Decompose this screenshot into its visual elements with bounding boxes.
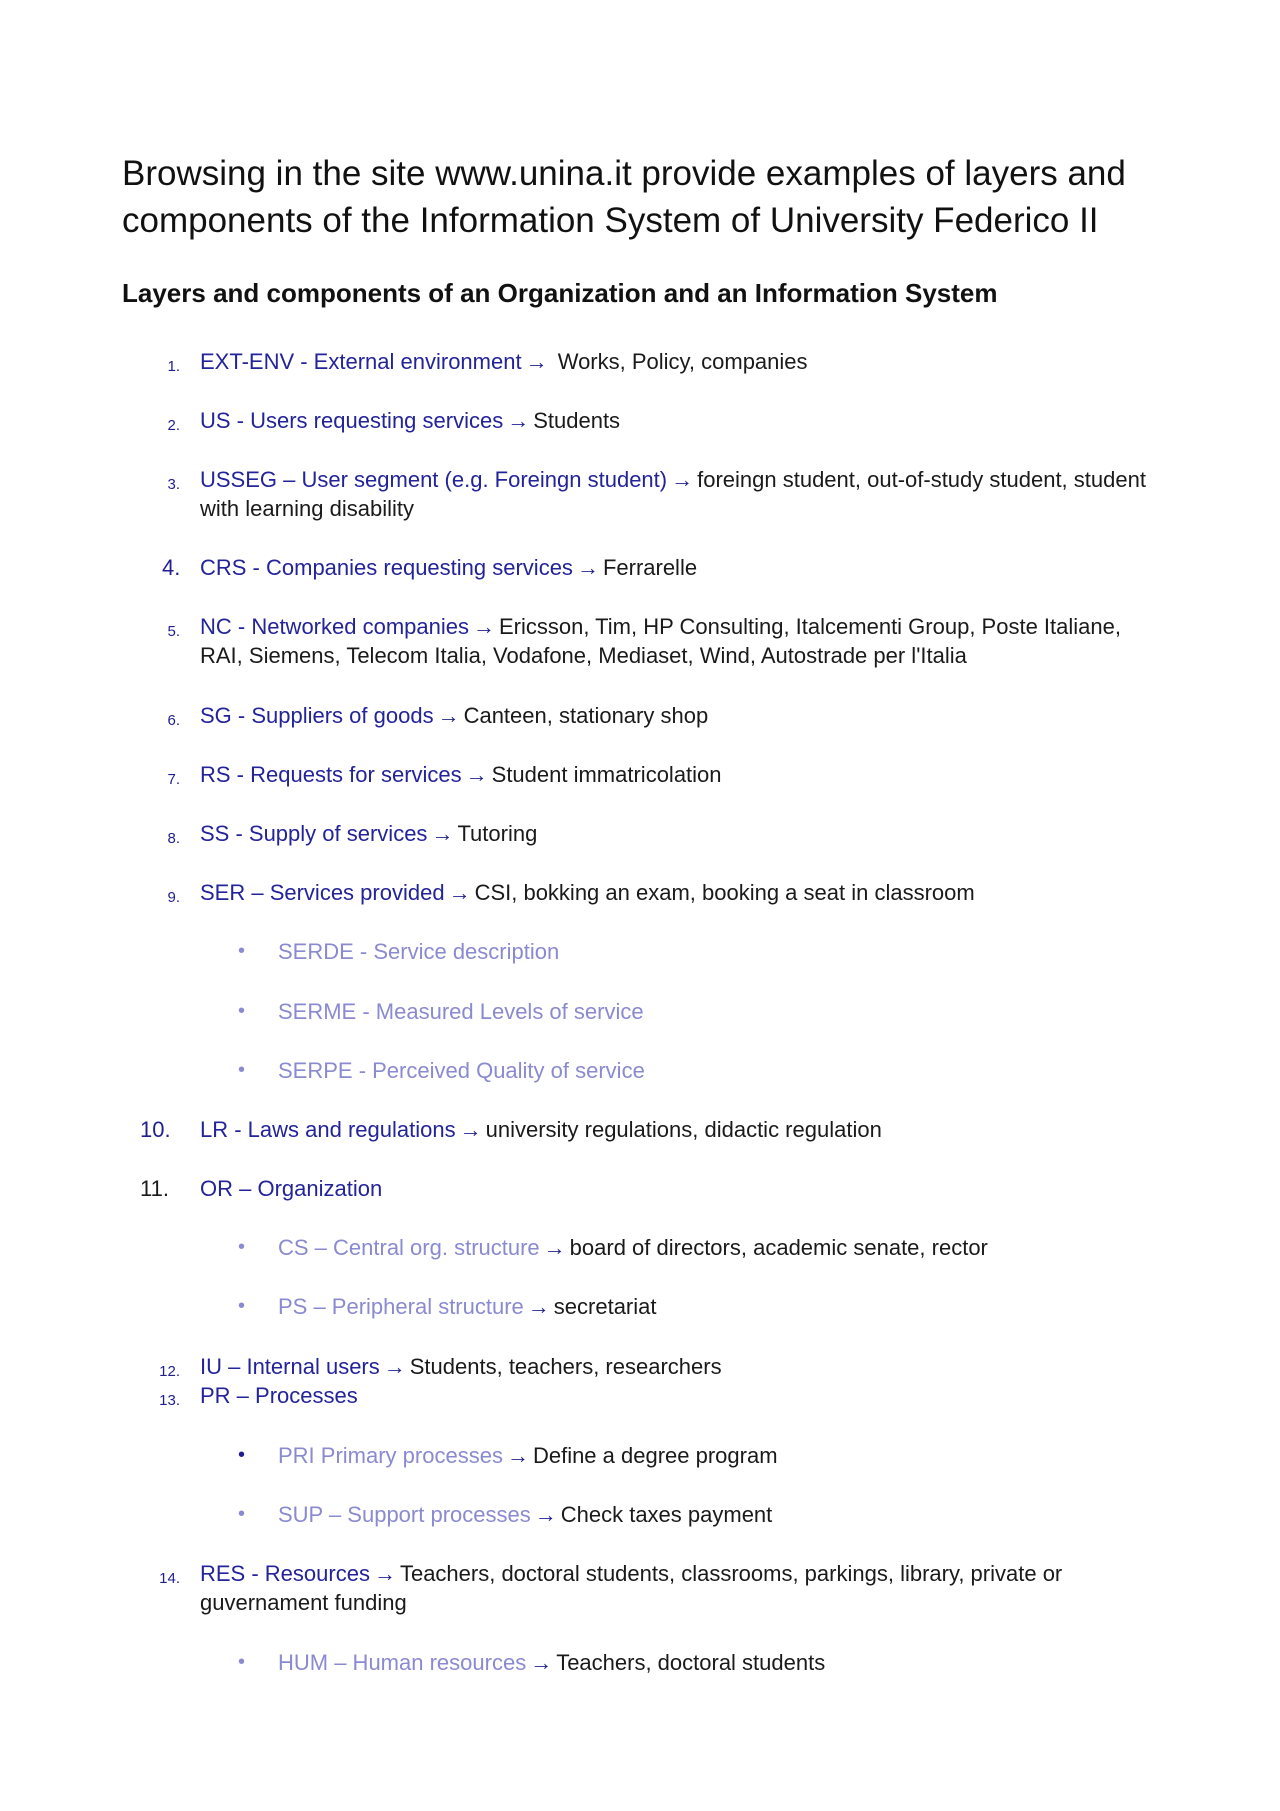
item-label: EXT-ENV - External environment [200, 349, 522, 374]
arrow-icon: → [507, 408, 530, 433]
item-value: CSI, bokking an exam, booking a seat in classroom [474, 880, 975, 905]
list-number: 5. [167, 623, 180, 640]
item-value: Student immatricolation [491, 762, 722, 787]
list-number: 6. [167, 712, 180, 729]
item-value: Students, teachers, researchers [409, 1354, 722, 1379]
list-number: 4. [162, 555, 181, 580]
item-value: Ferrarelle [602, 555, 698, 580]
list-number: 3. [167, 476, 180, 493]
arrow-icon: → [437, 703, 460, 728]
sub-item-label: PRI Primary processes [278, 1443, 503, 1468]
bullet-icon: • [238, 1651, 246, 1673]
item-value: Teachers, doctoral students, classrooms, parkings, library, private or guvernament funding [200, 1561, 1063, 1615]
item-value: Students [533, 408, 621, 433]
arrow-icon: → [543, 1235, 566, 1260]
arrow-icon: → [448, 880, 471, 905]
item-value: foreingn student, out-of-study student, student with learning disability [200, 467, 1146, 521]
arrow-icon: → [534, 1502, 557, 1527]
page-title: Browsing in the site www.unina.it provide examples of layers and components of the Information System of University Federico II [122, 154, 1126, 240]
arrow-icon: → [527, 1294, 550, 1319]
list-number: 10. [140, 1117, 171, 1142]
item-label: SS - Supply of services [200, 821, 428, 846]
arrow-icon: → [459, 1117, 482, 1142]
bullet-icon: • [238, 1000, 246, 1022]
arrow-icon: → [472, 614, 495, 639]
list-number: 9. [167, 889, 180, 906]
sub-item-value: board of directors, academic senate, rector [569, 1235, 988, 1260]
sub-item-label: SUP – Support processes [278, 1502, 531, 1527]
item-label: RES - Resources [200, 1561, 370, 1586]
sub-item-label: PS – Peripheral structure [278, 1294, 524, 1319]
bullet-icon: • [238, 1059, 246, 1081]
sub-item-value: Check taxes payment [560, 1502, 773, 1527]
bullet-icon: • [238, 1503, 246, 1525]
arrow-icon: → [671, 467, 694, 492]
list-number: 12. [159, 1363, 180, 1380]
sub-item-label: HUM – Human resources [278, 1650, 527, 1675]
bullet-icon: • [238, 1444, 246, 1466]
arrow-icon: → [576, 555, 599, 580]
item-value: Ericsson, Tim, HP Consulting, Italcementi Group, Poste Italiane, RAI, Siemens, Telecom Italia, Vodafone, Mediaset, Wind, Autostrade per l'Italia [200, 614, 1121, 668]
item-label: RS - Requests for services [200, 762, 462, 787]
arrow-icon: → [465, 762, 488, 787]
list-number: 14. [159, 1570, 180, 1587]
arrow-icon: → [525, 349, 548, 374]
sub-item-label: SERME - Measured Levels of service [278, 999, 644, 1024]
sub-item-label: SERPE - Perceived Quality of service [278, 1058, 645, 1083]
item-label: NC - Networked companies [200, 614, 469, 639]
item-value: university regulations, didactic regulation [485, 1117, 882, 1142]
item-value: Canteen, stationary shop [463, 703, 709, 728]
item-value: Works, Policy, companies [557, 349, 808, 374]
arrow-icon: → [383, 1354, 406, 1379]
item-label: OR – Organization [200, 1176, 383, 1201]
item-label: US - Users requesting services [200, 408, 504, 433]
list-number: 7. [167, 771, 180, 788]
sub-item-value: Define a degree program [532, 1443, 778, 1468]
arrow-icon: → [431, 821, 454, 846]
sub-item-value: Teachers, doctoral students [556, 1650, 826, 1675]
bullet-icon: • [238, 1236, 246, 1258]
arrow-icon: → [373, 1561, 396, 1586]
list-number: 2. [167, 417, 180, 434]
arrow-icon: → [506, 1443, 529, 1468]
item-label: PR – Processes [200, 1383, 358, 1408]
arrow-icon: → [530, 1650, 553, 1675]
sub-item-label: CS – Central org. structure [278, 1235, 540, 1260]
list-number: 1. [167, 358, 180, 375]
section-heading: Layers and components of an Organization and an Information System [122, 278, 998, 308]
list-number: 13. [159, 1392, 180, 1409]
item-label: USSEG – User segment (e.g. Foreingn student) [200, 467, 668, 492]
item-label: LR - Laws and regulations [200, 1117, 456, 1142]
sub-item-value: secretariat [553, 1294, 657, 1319]
item-label: SG - Suppliers of goods [200, 703, 434, 728]
bullet-icon: • [238, 1295, 246, 1317]
sub-item-label: SERDE - Service description [278, 939, 560, 964]
item-label: CRS - Companies requesting services [200, 555, 573, 580]
item-label: IU – Internal users [200, 1354, 380, 1379]
list-number: 8. [167, 830, 180, 847]
item-value: Tutoring [457, 821, 538, 846]
bullet-icon: • [238, 940, 246, 962]
item-label: SER – Services provided [200, 880, 445, 905]
list-number: 11. [140, 1176, 169, 1201]
